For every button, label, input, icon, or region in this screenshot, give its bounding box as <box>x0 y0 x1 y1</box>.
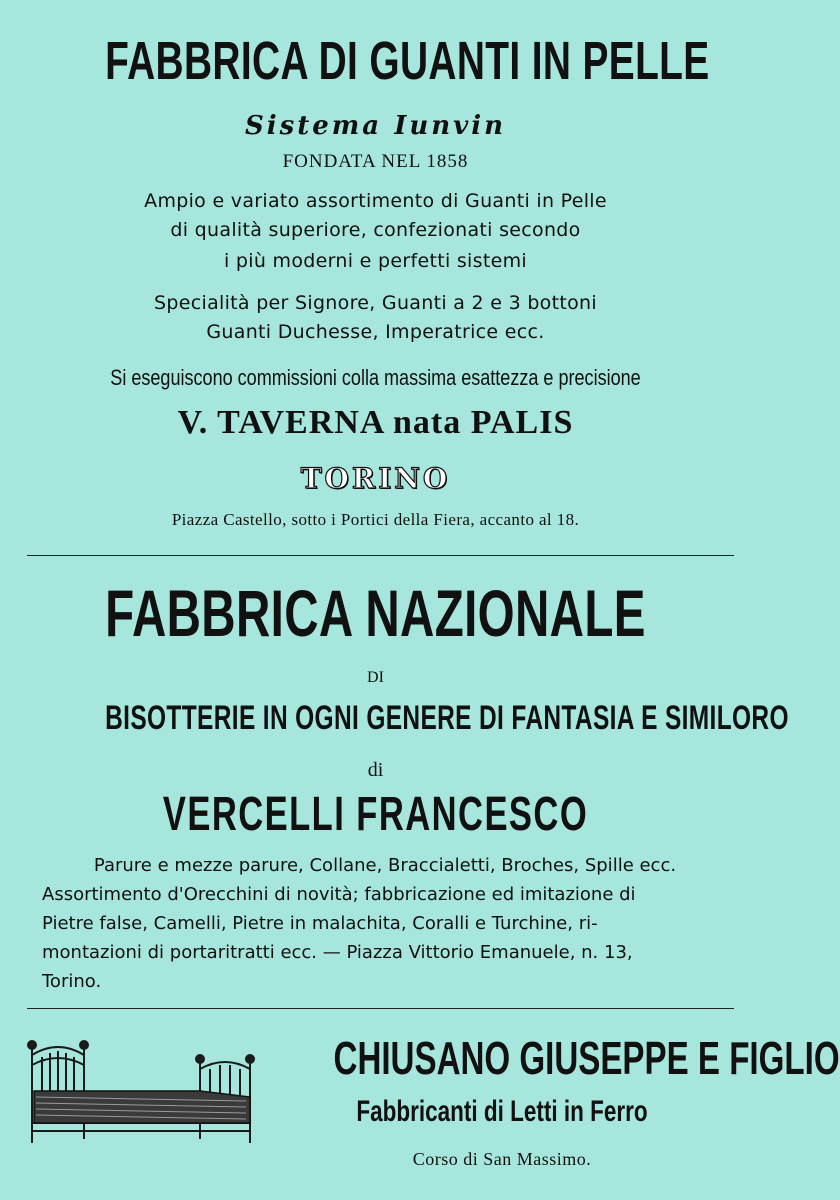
section-divider <box>27 1008 734 1009</box>
jewelry-ad-di: di <box>367 759 384 781</box>
jewelry-ad-text-line: Torino. <box>42 971 102 992</box>
jewelry-ad-text-line: Parure e mezze parure, Collane, Braccialetti, Broches, Spille ecc. <box>93 855 677 876</box>
jewelry-ad-text-line: Assortimento d'Orecchini di novità; fabbricazione ed imitazione di <box>42 884 636 905</box>
jewelry-ad-proprietor: VERCELLI FRANCESCO <box>162 788 589 841</box>
jewelry-ad-text-line: montazioni di portaritratti ecc. — Piazza Vittorio Emanuele, n. 13, <box>42 942 633 963</box>
jewelry-ad-di: DI <box>367 669 384 686</box>
gloves-ad-proprietor: V. TAVERNA nata PALIS <box>177 404 574 441</box>
section-divider <box>27 555 734 556</box>
gloves-ad-body-line: di qualità superiore, confezionati secondo <box>170 219 581 241</box>
gloves-ad-title: FABBRICA DI GUANTI IN PELLE <box>105 31 710 91</box>
iron-bed-illustration <box>24 1035 258 1147</box>
gloves-ad-commissions: Si eseguiscono commissioni colla massima esattezza e precisione <box>110 365 641 390</box>
gloves-ad-body-line: i più moderni e perfetti sistemi <box>224 250 527 272</box>
gloves-ad-body-line: Specialità per Signore, Guanti a 2 e 3 bottoni <box>154 292 597 314</box>
beds-ad-address: Corso di San Massimo. <box>412 1149 592 1169</box>
gloves-ad-body-line: Ampio e variato assortimento di Guanti in Pelle <box>144 190 607 212</box>
gloves-ad-founded: FONDATA NEL 1858 <box>282 151 469 172</box>
jewelry-ad-title: FABBRICA NAZIONALE <box>105 576 646 650</box>
jewelry-ad-subtitle: BISOTTERIE IN OGNI GENERE DI FANTASIA E SIMILORO <box>105 699 789 737</box>
beds-ad-subtitle: Fabbricanti di Letti in Ferro <box>356 1095 648 1128</box>
gloves-ad-body-line: Guanti Duchesse, Imperatrice ecc. <box>206 321 545 343</box>
gloves-ad-system: Sistema Iunvin <box>244 111 507 141</box>
jewelry-ad-text-line: Pietre false, Camelli, Pietre in malachita, Coralli e Turchine, ri- <box>42 913 598 934</box>
gloves-ad-city: TORINO <box>300 462 451 495</box>
beds-ad-title: CHIUSANO GIUSEPPE E FIGLIO <box>333 1032 840 1084</box>
gloves-ad-address: Piazza Castello, sotto i Portici della Fiera, accanto al 18. <box>171 510 580 529</box>
